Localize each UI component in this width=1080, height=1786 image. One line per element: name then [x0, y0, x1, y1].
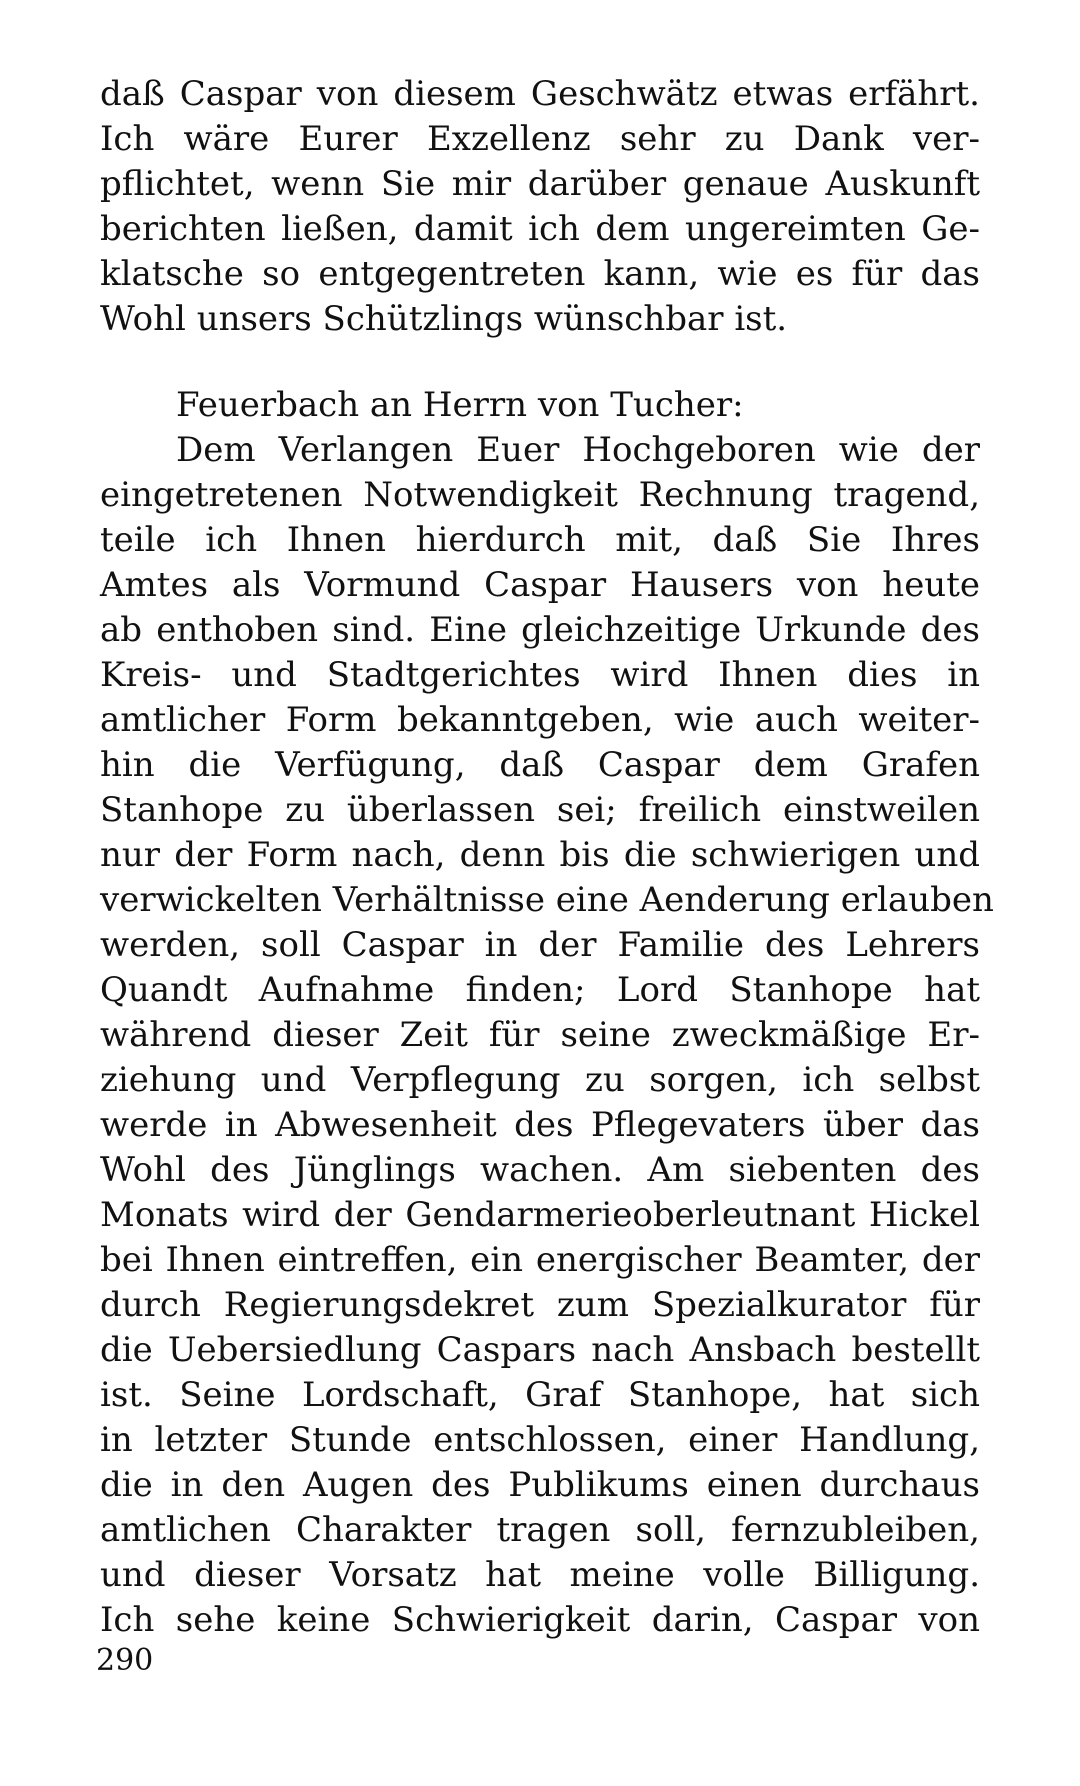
text-line: Monats wird der Gendarmerieoberleutnant Hickel	[100, 1195, 980, 1235]
text-line: ist. Seine Lordschaft, Graf Stanhope, hat sich	[100, 1375, 980, 1415]
text-line: die Uebersiedlung Caspars nach Ansbach bestellt	[100, 1330, 980, 1370]
text-line: werde in Abwesenheit des Pflegevaters über das	[100, 1105, 980, 1145]
text-line: hin die Verfügung, daß Caspar dem Grafen	[100, 745, 980, 785]
page-number: 290	[96, 1643, 154, 1678]
text-line: Dem Verlangen Euer Hochgeboren wie der	[176, 430, 980, 470]
text-line: Amtes als Vormund Caspar Hausers von heute	[100, 565, 980, 605]
paragraph-top	[100, 72, 980, 342]
text-line: durch Regierungsdekret zum Spezialkurator für	[100, 1285, 980, 1325]
salutation: Feuerbach an Herrn von Tucher:	[176, 385, 744, 425]
text-line: klatsche so entgegentreten kann, wie es für das	[100, 254, 980, 294]
text-line: Ich sehe keine Schwierigkeit darin, Caspar von	[100, 1600, 980, 1640]
text-line: Ich wäre Eurer Exzellenz sehr zu Dank ver-	[100, 119, 980, 159]
text-line: werden, soll Caspar in der Familie des Lehrers	[100, 925, 980, 965]
text-line: Wohl unsers Schützlings wünschbar ist.	[100, 299, 788, 339]
text-line: teile ich Ihnen hierdurch mit, daß Sie Ihres	[100, 520, 980, 560]
text-line: amtlichen Charakter tragen soll, fernzubleiben,	[100, 1510, 980, 1550]
text-line: eingetretenen Notwendigkeit Rechnung tragend,	[100, 475, 980, 515]
text-line: Stanhope zu überlassen sei; freilich einstweilen	[100, 790, 980, 830]
text-line: verwickelten Verhältnisse eine Aenderung erlauben	[100, 880, 994, 920]
text-line: während dieser Zeit für seine zweckmäßige Er-	[100, 1015, 980, 1055]
text-line: die in den Augen des Publikums einen durchaus	[100, 1465, 980, 1505]
text-line: und dieser Vorsatz hat meine volle Billigung.	[100, 1555, 980, 1595]
text-line: Kreis- und Stadtgerichtes wird Ihnen dies in	[100, 655, 980, 695]
text-line: Wohl des Jünglings wachen. Am siebenten des	[100, 1150, 980, 1190]
text-line: in letzter Stunde entschlossen, einer Handlung,	[100, 1420, 980, 1460]
text-line: Quandt Aufnahme finden; Lord Stanhope hat	[100, 970, 980, 1010]
letter-body	[100, 428, 994, 1643]
text-line: ab enthoben sind. Eine gleichzeitige Urkunde des	[100, 610, 980, 650]
text-line: amtlicher Form bekanntgeben, wie auch weiter-	[100, 700, 980, 740]
text-line: ziehung und Verpflegung zu sorgen, ich selbst	[100, 1060, 980, 1100]
text-line: daß Caspar von diesem Geschwätz etwas erfährt.	[100, 74, 980, 114]
text-line: nur der Form nach, denn bis die schwierigen und	[100, 835, 980, 875]
text-line: pflichtet, wenn Sie mir darüber genaue Auskunft	[100, 164, 980, 204]
text-line: berichten ließen, damit ich dem ungereimten Ge-	[100, 209, 980, 249]
text-line: bei Ihnen eintreffen, ein energischer Beamter, der	[100, 1240, 980, 1280]
salutation-block	[100, 383, 980, 428]
